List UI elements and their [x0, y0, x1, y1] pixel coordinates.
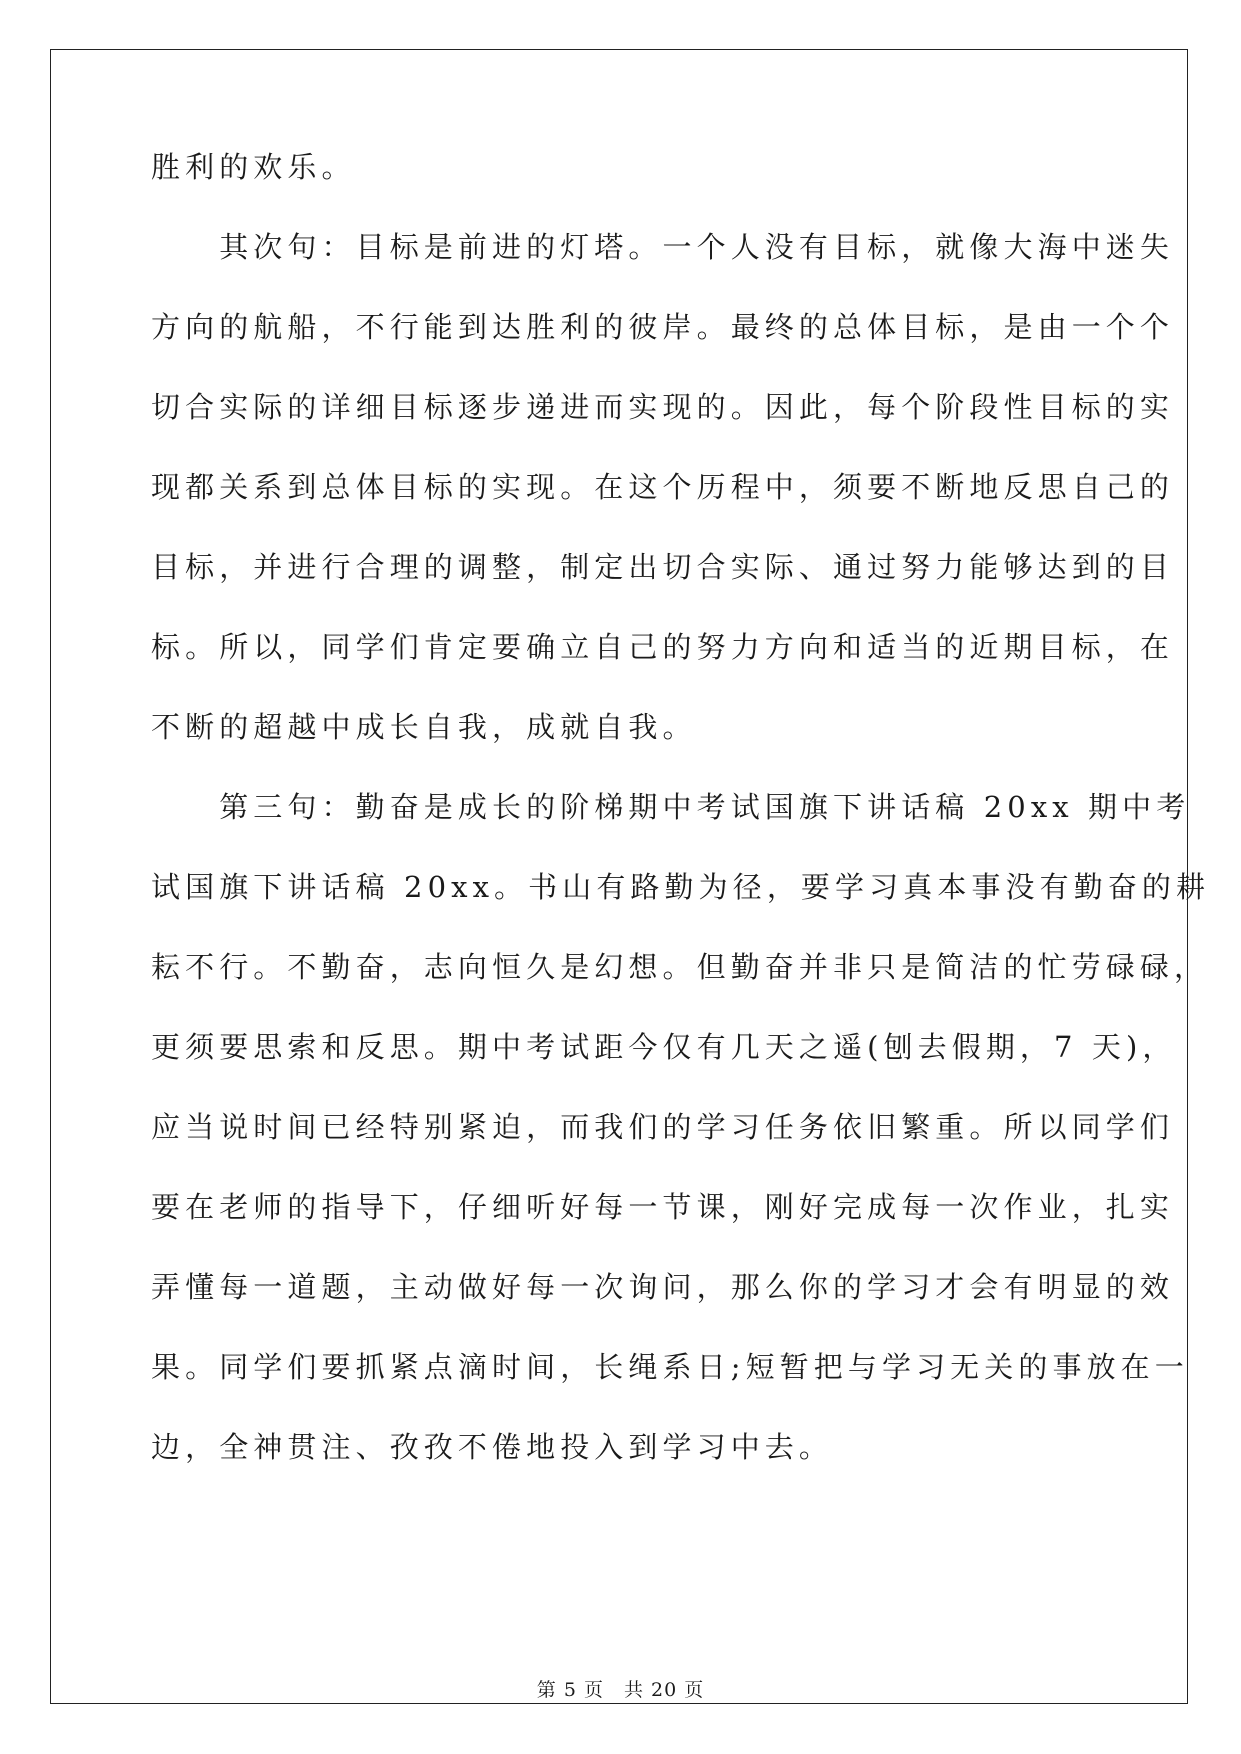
page-number-footer: 第 5 页 共 20 页 — [536, 1679, 705, 1701]
paragraph-1 — [151, 148, 1091, 186]
text-line: 方向的航船，不行能到达胜利的彼岸。最终的总体目标，是由一个个 — [151, 310, 1175, 344]
text-line: 更须要思索和反思。期中考试距今仅有几天之遥(刨去假期，7 天)， — [151, 1030, 1177, 1064]
text-line: 第三句：勤奋是成长的阶梯期中考试国旗下讲话稿 20xx 期中考 — [151, 790, 1191, 824]
text-line: 边，全神贯注、孜孜不倦地投入到学习中去。 — [151, 1430, 834, 1464]
text-line: 试国旗下讲话稿 20xx。书山有路勤为径，要学习真本事没有勤奋的耕 — [151, 870, 1211, 904]
text-line: 应当说时间已经特别紧迫，而我们的学习任务依旧繁重。所以同学们 — [151, 1110, 1175, 1144]
text-line: 果。同学们要抓紧点滴时间，长绳系日;短暂把与学习无关的事放在一 — [151, 1350, 1189, 1384]
text-line: 不断的超越中成长自我，成就自我。 — [151, 710, 697, 744]
text-line: 标。所以，同学们肯定要确立自己的努力方向和适当的近期目标，在 — [151, 630, 1175, 664]
text-line: 胜利的欢乐。 — [151, 150, 356, 184]
text-line: 弄懂每一道题，主动做好每一次询问，那么你的学习才会有明显的效 — [151, 1270, 1175, 1304]
text-line: 现都关系到总体目标的实现。在这个历程中，须要不断地反思自己的 — [151, 470, 1175, 504]
text-line: 耘不行。不勤奋，志向恒久是幻想。但勤奋并非只是简洁的忙劳碌碌， — [151, 950, 1209, 984]
paragraph-3 — [151, 788, 1211, 1466]
text-line: 目标，并进行合理的调整，制定出切合实际、通过努力能够达到的目 — [151, 550, 1175, 584]
text-line: 其次句：目标是前进的灯塔。一个人没有目标，就像大海中迷失 — [151, 230, 1175, 264]
document-body — [151, 148, 1211, 1466]
text-line: 切合实际的详细目标逐步递进而实现的。因此，每个阶段性目标的实 — [151, 390, 1175, 424]
paragraph-2 — [151, 228, 1175, 746]
text-line: 要在老师的指导下，仔细听好每一节课，刚好完成每一次作业，扎实 — [151, 1190, 1175, 1224]
